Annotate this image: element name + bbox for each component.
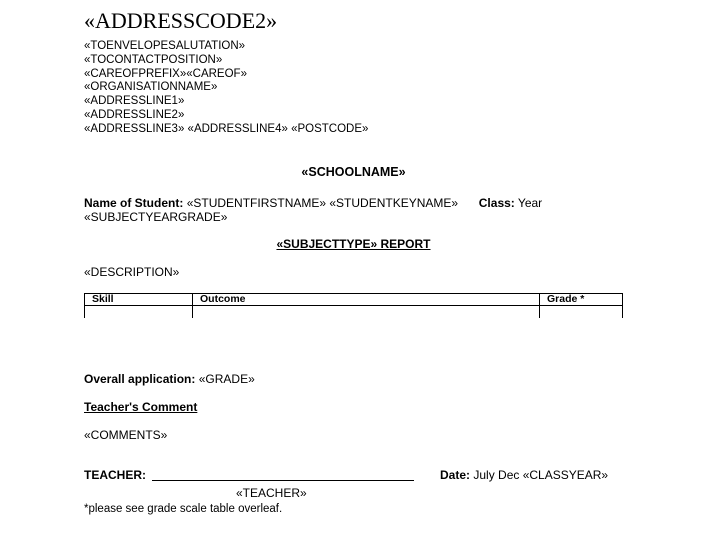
overall-application bbox=[84, 372, 255, 386]
address-block bbox=[84, 40, 368, 137]
student-name-label: Name of Student: bbox=[84, 196, 184, 210]
address-line: «CAREOFPREFIX»«CAREOF» bbox=[84, 67, 247, 80]
grades-table bbox=[84, 293, 623, 318]
overall-value: «GRADE» bbox=[198, 372, 255, 386]
date-label: Date: bbox=[440, 468, 471, 482]
table-header-outcome: Outcome bbox=[193, 294, 540, 306]
address-line: «ADDRESSLINE3» «ADDRESSLINE4» «POSTCODE» bbox=[84, 122, 369, 135]
table-cell bbox=[540, 306, 623, 319]
address-code: «ADDRESSCODE2» bbox=[84, 8, 278, 33]
address-line: «ORGANISATIONNAME» bbox=[84, 81, 218, 94]
date-value: July Dec «CLASSYEAR» bbox=[473, 468, 609, 482]
table-header-row bbox=[85, 294, 623, 306]
table-header-grade: Grade * bbox=[540, 294, 623, 306]
class-label: Class: bbox=[478, 196, 515, 210]
address-line: «ADDRESSLINE1» bbox=[84, 95, 185, 108]
description: «DESCRIPTION» bbox=[84, 265, 180, 279]
table-cell bbox=[85, 306, 193, 319]
teacher-label: TEACHER: bbox=[84, 468, 146, 482]
student-line bbox=[84, 196, 542, 210]
address-line: «TOENVELOPESALUTATION» bbox=[84, 40, 246, 52]
class-value: Year bbox=[517, 196, 543, 210]
signature-line bbox=[152, 480, 414, 481]
subject-year-grade: «SUBJECTYEARGRADE» bbox=[84, 210, 228, 224]
date-line bbox=[440, 468, 608, 482]
footnote: *please see grade scale table overleaf. bbox=[84, 503, 283, 515]
address-line: «ADDRESSLINE2» bbox=[84, 108, 185, 121]
student-name-value: «STUDENTFIRSTNAME» «STUDENTKEYNAME» bbox=[186, 196, 459, 210]
table-row bbox=[85, 306, 623, 319]
comments: «COMMENTS» bbox=[84, 428, 168, 442]
table-header-skill: Skill bbox=[85, 294, 193, 306]
teacher-name: «TEACHER» bbox=[236, 486, 307, 500]
table-cell bbox=[193, 306, 540, 319]
report-title: «SUBJECTTYPE» REPORT bbox=[276, 237, 431, 251]
address-line: «TOCONTACTPOSITION» bbox=[84, 53, 223, 66]
overall-label: Overall application: bbox=[84, 372, 196, 386]
school-name: «SCHOOLNAME» bbox=[301, 165, 406, 179]
teacher-comment-heading: Teacher's Comment bbox=[84, 400, 198, 414]
